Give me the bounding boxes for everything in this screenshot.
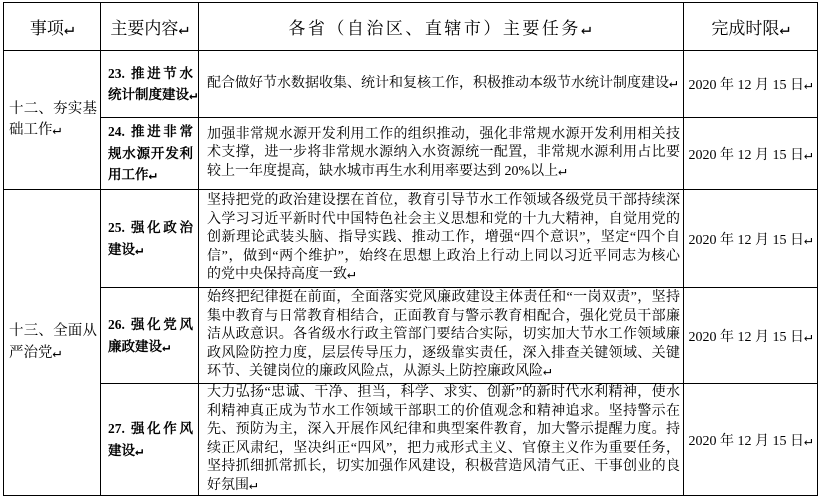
item-cell — [101, 384, 199, 496]
deadline-text: 2020 年 12 月 15 日↵ — [688, 78, 813, 93]
item-line: 27. 强化作风 — [108, 421, 193, 436]
task-line: 加强非常规水源开发利用工作的组织推动，强化非常规水源开发利用相关技 — [207, 126, 680, 142]
task-line: 的党中央保持高度一致↵ — [207, 267, 356, 283]
deadline-cell — [684, 51, 818, 118]
task-line: 先、预防为主，深入开展作风纪律和典型案件教育，加大警示提醒力度。持 — [207, 422, 680, 437]
item-line: 统计制度建设↵ — [108, 87, 198, 102]
item-line: 廉政建设↵ — [108, 338, 171, 354]
header-tasks-label: 各省（自治区、直辖市）主要任务↵ — [288, 19, 594, 38]
task-line: 续正风肃纪，坚决纠正“四风”，把力戒形式主义、官僚主义作为重要任务， — [207, 440, 680, 456]
deadline-text: 2020 年 12 月 15 日↵ — [688, 329, 813, 345]
item-line: 建设↵ — [108, 442, 144, 458]
item-cell — [101, 288, 199, 384]
header-item-label: 事项↵ — [29, 19, 75, 38]
deadline-cell — [684, 190, 818, 288]
task-line: 坚持抓细抓常抓长，切实加强作风建设，积极营造风清气正、干事创业的良 — [207, 459, 680, 474]
item-line: 26. 强化党风 — [108, 317, 193, 332]
group-title-line: 十二、夯实基 — [9, 100, 97, 117]
task-line: 创新理论武装头脑、指导实践、推动工作，增强“四个意识”，坚定“四个自 — [207, 230, 680, 246]
item-line: 建设↵ — [108, 241, 144, 257]
task-cell — [199, 51, 684, 118]
item-line: 规水源开发利 — [108, 145, 193, 161]
item-line: 用工作↵ — [108, 167, 157, 183]
task-cell — [199, 384, 684, 496]
task-cell — [199, 190, 684, 288]
group-title-line: 严治党↵ — [9, 344, 62, 361]
task-line: 配合做好节水数据收集、统计和复核工作，积极推动本级节水统计制度建设↵ — [207, 75, 678, 91]
task-line: 环节、关键岗位的廉政风险点，从源头上防控廉政风险↵ — [207, 364, 552, 380]
group-title-cell — [4, 190, 101, 496]
item-line: 23. 推进节水 — [108, 65, 193, 81]
header-content-label: 主要内容↵ — [110, 19, 189, 38]
item-line: 24. 推进非常 — [108, 124, 193, 140]
task-cell — [199, 118, 684, 190]
item-cell — [101, 118, 199, 190]
task-line: 术支撑，进一步将非常规水源纳入水资源统一配置，非常规水源利用占比要 — [207, 145, 680, 161]
header-deadline-label: 完成时限↵ — [711, 19, 790, 38]
header-cell-deadline — [684, 3, 818, 51]
task-line: 好氛围↵ — [207, 477, 258, 493]
task-cell — [199, 288, 684, 384]
item-cell — [101, 190, 199, 288]
deadline-cell — [684, 118, 818, 190]
task-line: 利精神真正成为节水工作领域干部职工的价值观念和精神追求。坚持警示在 — [207, 403, 680, 419]
header-cell-item — [4, 3, 101, 51]
header-cell-content — [101, 3, 199, 51]
header-cell-tasks — [199, 3, 684, 51]
task-line: 始终把纪律挺在前面，全面落实党风廉政建设主体责任和“一岗双责”，坚持 — [207, 290, 680, 306]
group-title-line: 础工作↵ — [9, 122, 62, 138]
deadline-text: 2020 年 12 月 15 日↵ — [688, 147, 813, 163]
task-line: 较上一年度提高，缺水城市再生水利用率要达到 20%以上↵ — [207, 163, 567, 179]
item-line: 25. 强化政治 — [108, 220, 193, 235]
deadline-text: 2020 年 12 月 15 日↵ — [688, 232, 813, 248]
item-cell — [101, 51, 199, 118]
group-title-line: 十三、全面从 — [9, 323, 97, 339]
deadline-text: 2020 年 12 月 15 日↵ — [688, 433, 813, 449]
task-line: 集中教育与日常教育相结合，正面教育与警示教育相配合，强化党员干部廉 — [207, 308, 680, 324]
task-line: 坚持把党的政治建设摆在首位，教育引导节水工作领域各级党员干部持续深 — [207, 193, 680, 209]
task-line: 政风险防控力度，层层传导压力，逐级靠实责任，深入排查关键领域、关键 — [207, 345, 680, 361]
task-line: 信”，做到“两个维护”，始终在思想上政治上行动上同以习近平同志为核心 — [207, 248, 680, 264]
task-table — [3, 2, 818, 496]
task-line: 入学习习近平新时代中国特色社会主义思想和党的十九大精神，自觉用党的 — [207, 211, 680, 227]
task-line: 洁从政意识。各省级水行政主管部门要结合实际，切实加大节水工作领域廉 — [207, 327, 680, 343]
group-title-cell — [4, 51, 101, 190]
deadline-cell — [684, 384, 818, 496]
deadline-cell — [684, 288, 818, 384]
task-line: 大力弘扬“忠诚、干净、担当，科学、求实、创新”的新时代水利精神，使水 — [207, 385, 680, 400]
